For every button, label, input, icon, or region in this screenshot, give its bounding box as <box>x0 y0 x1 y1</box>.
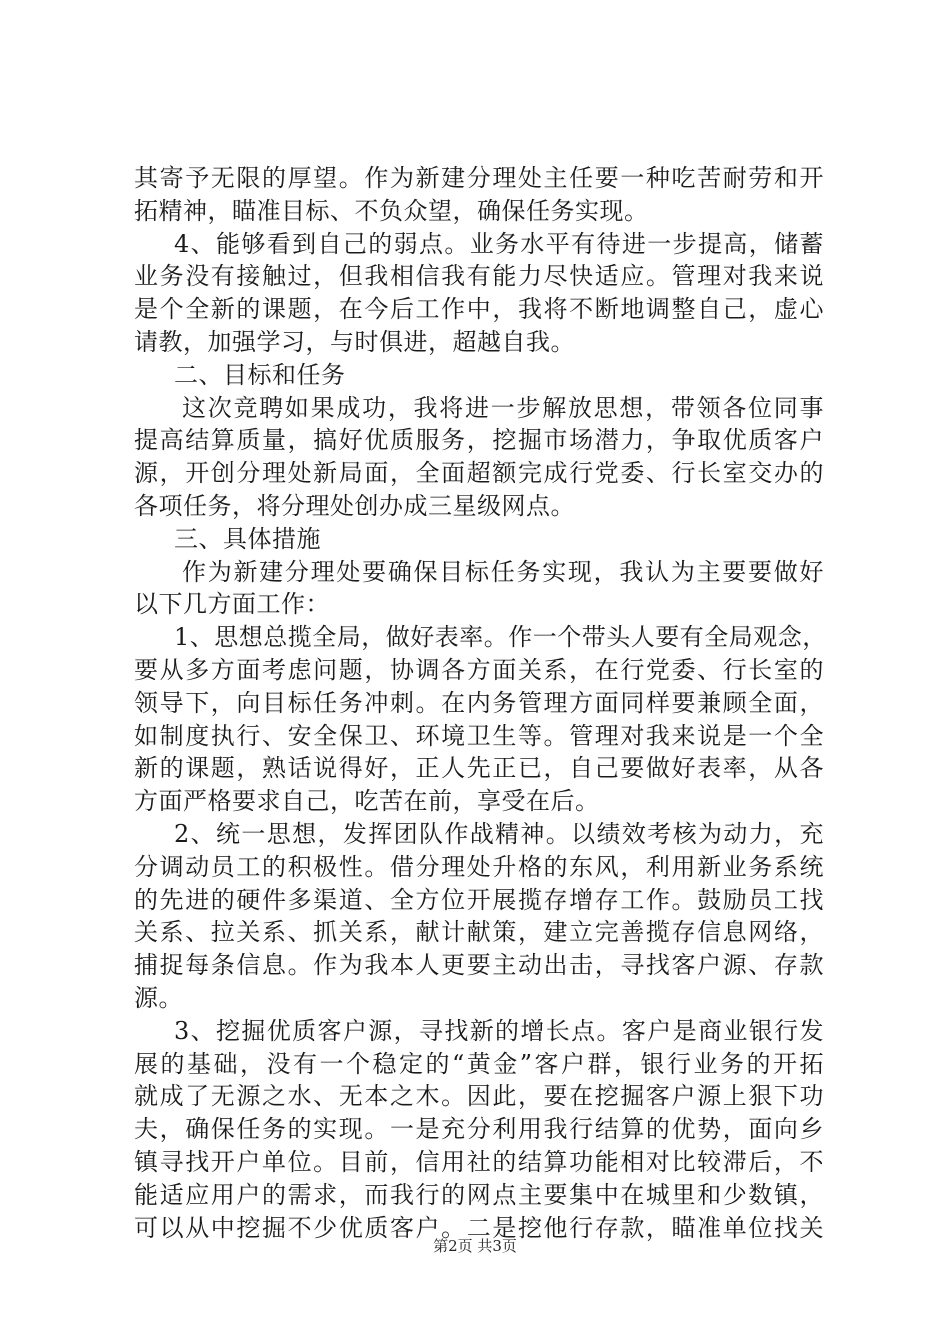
text-line: 方面严格要求自己，吃苦在前，享受在后。 <box>134 787 600 816</box>
text-line: 分调动员工的积极性。借分理处升格的东风，利用新业务系统 <box>134 852 824 881</box>
text-line: 作为新建分理处要确保目标任务实现，我认为主要要做好 <box>182 557 824 586</box>
text-line: 提高结算质量，搞好优质服务，挖掘市场潜力，争取优质客户 <box>134 426 824 455</box>
text-line: 的先进的硬件多渠道、全方位开展揽存增存工作。鼓励员工找 <box>134 885 824 914</box>
text-line: 是个全新的课题，在今后工作中，我将不断地调整自己，虚心 <box>134 295 824 324</box>
text-line: 其寄予无限的厚望。作为新建分理处主任要一种吃苦耐劳和开 <box>134 164 824 192</box>
text-line: 展的基础，没有一个稳定的“黄金”客户群，银行业务的开拓 <box>134 1049 824 1078</box>
document-body <box>134 162 827 1244</box>
text-line: 镇寻找开户单位。目前，信用社的结算功能相对比较滞后，不 <box>134 1147 824 1176</box>
text-line: 业务没有接触过，但我相信我有能力尽快适应。管理对我来说 <box>134 262 824 291</box>
text-line: 源，开创分理处新局面，全面超额完成行党委、行长室交办的 <box>134 459 824 488</box>
text-line: 拓精神，瞄准目标、不负众望，确保任务实现。 <box>134 196 649 225</box>
text-line: 2、统一思想，发挥团队作战精神。以绩效考核为动力，充 <box>174 819 824 848</box>
page-footer: 第2页 共3页 <box>433 1237 517 1255</box>
text-line: 这次竞聘如果成功，我将进一步解放思想，带领各位同事 <box>182 393 824 422</box>
text-line: 领导下，向目标任务冲刺。在内务管理方面同样要兼顾全面， <box>134 688 824 717</box>
text-line: 能适应用户的需求，而我行的网点主要集中在城里和少数镇， <box>134 1180 824 1209</box>
text-line: 新的课题，熟话说得好，正人先正已，自己要做好表率，从各 <box>134 754 824 783</box>
text-line: 以下几方面工作： <box>134 590 330 619</box>
text-line: 请教，加强学习，与时俱进，超越自我。 <box>134 327 575 356</box>
text-line: 捕捉每条信息。作为我本人更要主动出击，寻找客户源、存款 <box>134 951 824 980</box>
text-line: 夫，确保任务的实现。一是充分利用我行结算的优势，面向乡 <box>134 1115 824 1144</box>
text-line: 可以从中挖掘不少优质客户。二是挖他行存款，瞄准单位找关 <box>134 1213 824 1242</box>
text-line: 关系、拉关系、抓关系，献计献策，建立完善揽存信息网络， <box>134 918 824 947</box>
text-line: 就成了无源之水、无本之木。因此，要在挖掘客户源上狠下功 <box>134 1082 824 1111</box>
text-line: 3、挖掘优质客户源，寻找新的增长点。客户是商业银行发 <box>174 1016 824 1045</box>
text-line: 要从多方面考虑问题，协调各方面关系，在行党委、行长室的 <box>134 655 824 684</box>
text-line: 三、具体措施 <box>174 524 321 553</box>
text-line: 各项任务，将分理处创办成三星级网点。 <box>134 491 575 520</box>
text-line: 如制度执行、安全保卫、环境卫生等。管理对我来说是一个全 <box>134 721 824 750</box>
text-line: 源。 <box>134 983 183 1012</box>
text-line: 4、能够看到自己的弱点。业务水平有待进一步提高，储蓄 <box>174 229 824 258</box>
text-line: 二、目标和任务 <box>174 360 346 389</box>
text-line: 1、思想总揽全局，做好表率。作一个带头人要有全局观念， <box>174 623 827 652</box>
